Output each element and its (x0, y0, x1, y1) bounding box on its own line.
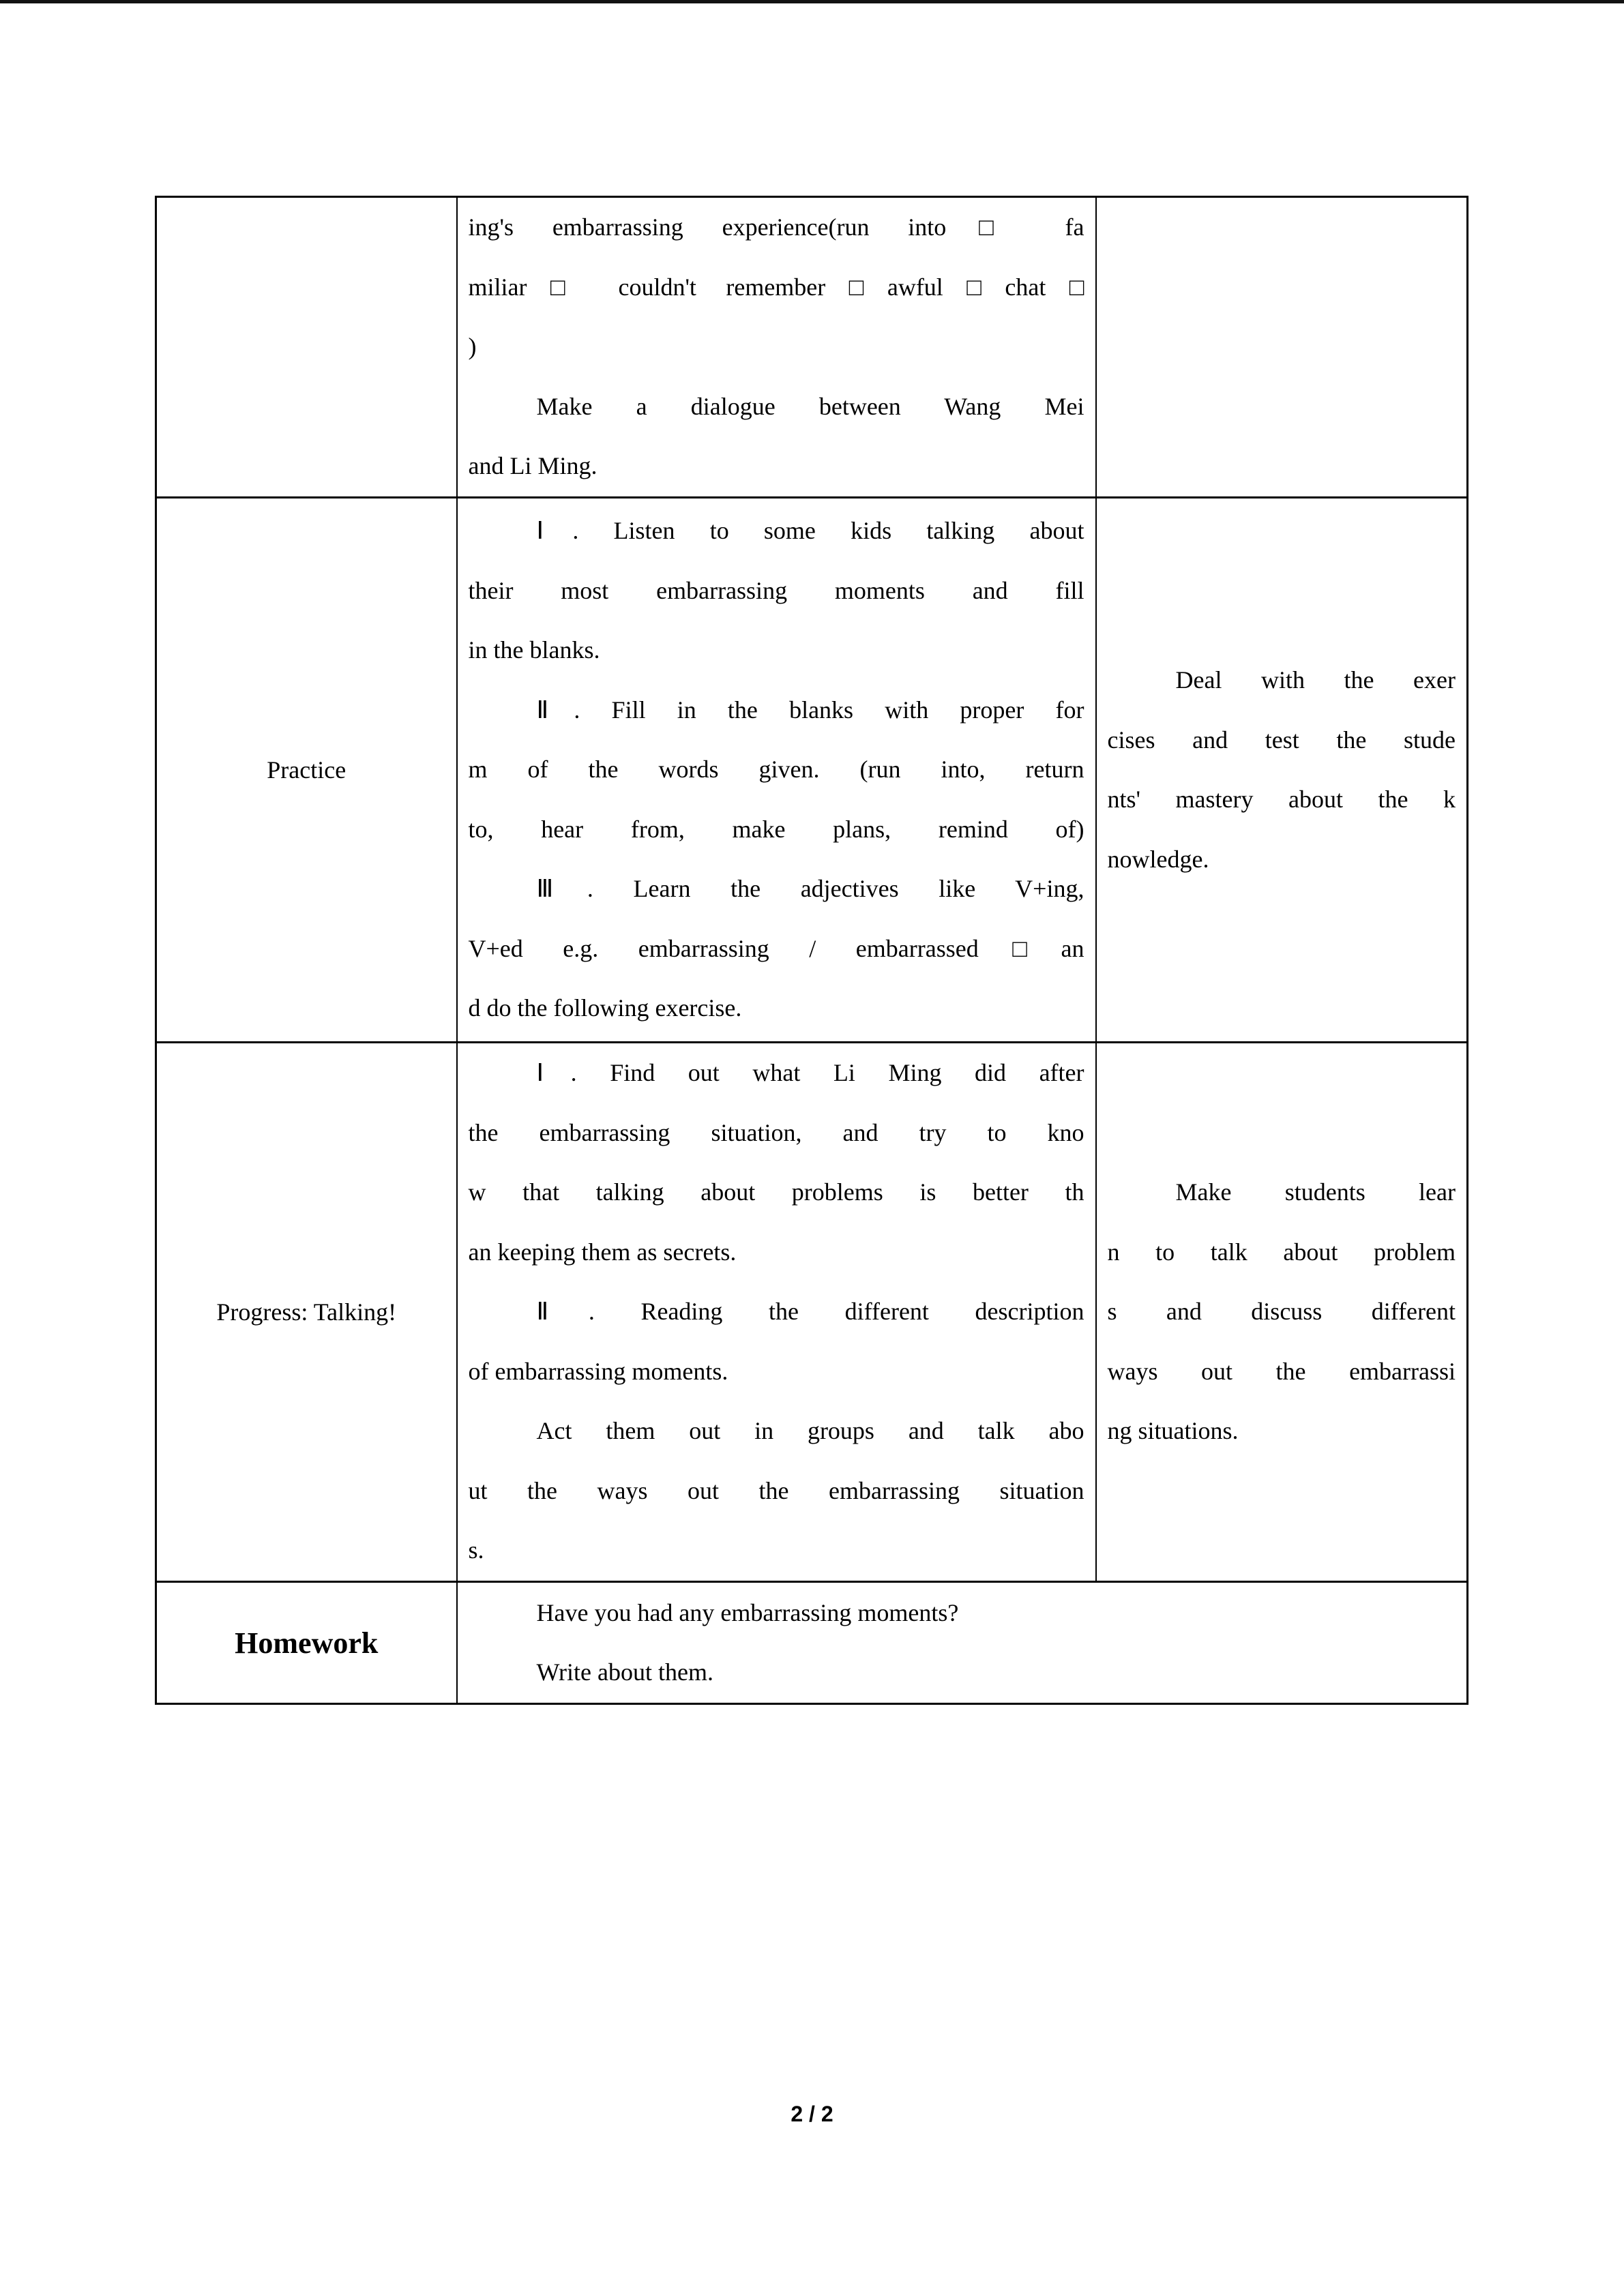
text-line: Make a dialogue between Wang Mei (536, 392, 1084, 420)
text-line: s and discuss different (1107, 1298, 1456, 1326)
cell-purpose-continuation (1096, 197, 1468, 498)
text-line: nowledge. (1107, 845, 1209, 873)
text-line: the embarrassing situation, and try to kno (468, 1118, 1084, 1146)
text-line: ways out the embarrassi (1107, 1357, 1456, 1385)
text-line: their most embarrassing moments and fill (468, 576, 1084, 604)
text-line: in the blanks. (468, 636, 600, 664)
table-row (156, 498, 1468, 1043)
text-line: of embarrassing moments. (468, 1357, 728, 1385)
cell-content-homework (457, 1582, 1468, 1704)
cell-purpose-progress (1096, 1043, 1468, 1582)
text-line: Ⅲ. Learn the adjectives like V+ing, (536, 875, 1084, 903)
cell-stage-practice: Practice (156, 498, 457, 1043)
text-line: Ⅱ. Fill in the blanks with proper for (536, 696, 1084, 724)
table-row (156, 1043, 1468, 1582)
table-row (156, 197, 1468, 498)
text-line: m of the words given. (run into, return (468, 756, 1084, 784)
cell-purpose-practice (1096, 498, 1468, 1043)
page-top-bar (0, 0, 1624, 3)
text-line: ng situations. (1107, 1417, 1239, 1445)
cell-stage-progress: Progress: Talking! (156, 1043, 457, 1582)
text-line: to, hear from, make plans, remind of) (468, 815, 1084, 843)
cell-activities-continuation (457, 197, 1096, 498)
text-line: ) (468, 333, 477, 361)
text-line: Act them out in groups and talk abo (536, 1417, 1084, 1445)
text-line: d do the following exercise. (468, 994, 742, 1022)
text-line: ing's embarrassing experience(run into□ fa (468, 213, 1084, 241)
text-line: s. (468, 1536, 484, 1564)
text-line: Deal with the exer (1175, 666, 1456, 694)
page-number-indicator: 2 / 2 (791, 2102, 833, 2126)
cell-stage-continuation (156, 197, 457, 498)
text-line: miliar□ couldn't remember□awful□chat□ (468, 273, 1084, 301)
text-line: Ⅰ. Find out what Li Ming did after (536, 1059, 1084, 1087)
text-line: Have you had any embarrassing moments? (536, 1598, 959, 1626)
text-line: w that talking about problems is better th (468, 1178, 1084, 1206)
cell-activities-practice (457, 498, 1096, 1043)
table-row (156, 1582, 1468, 1704)
cell-stage-homework: Homework (156, 1582, 457, 1704)
text-line: Ⅰ. Listen to some kids talking about (536, 517, 1084, 545)
cell-activities-progress (457, 1043, 1096, 1582)
text-line: Write about them. (536, 1658, 713, 1686)
text-line: V+ed e.g. embarrassing / embarrassed□an (468, 934, 1084, 962)
text-line: an keeping them as secrets. (468, 1238, 737, 1266)
text-line: Make students lear (1175, 1178, 1456, 1206)
text-line: and Li Ming. (468, 452, 597, 480)
text-line: ut the ways out the embarrassing situation (468, 1476, 1084, 1504)
text-line: cises and test the stude (1107, 726, 1456, 754)
lesson-plan-table (155, 196, 1468, 1705)
text-line: Ⅱ. Reading the different description (536, 1298, 1084, 1326)
text-line: nts' mastery about the k (1107, 786, 1456, 813)
text-line: n to talk about problem (1107, 1238, 1456, 1266)
